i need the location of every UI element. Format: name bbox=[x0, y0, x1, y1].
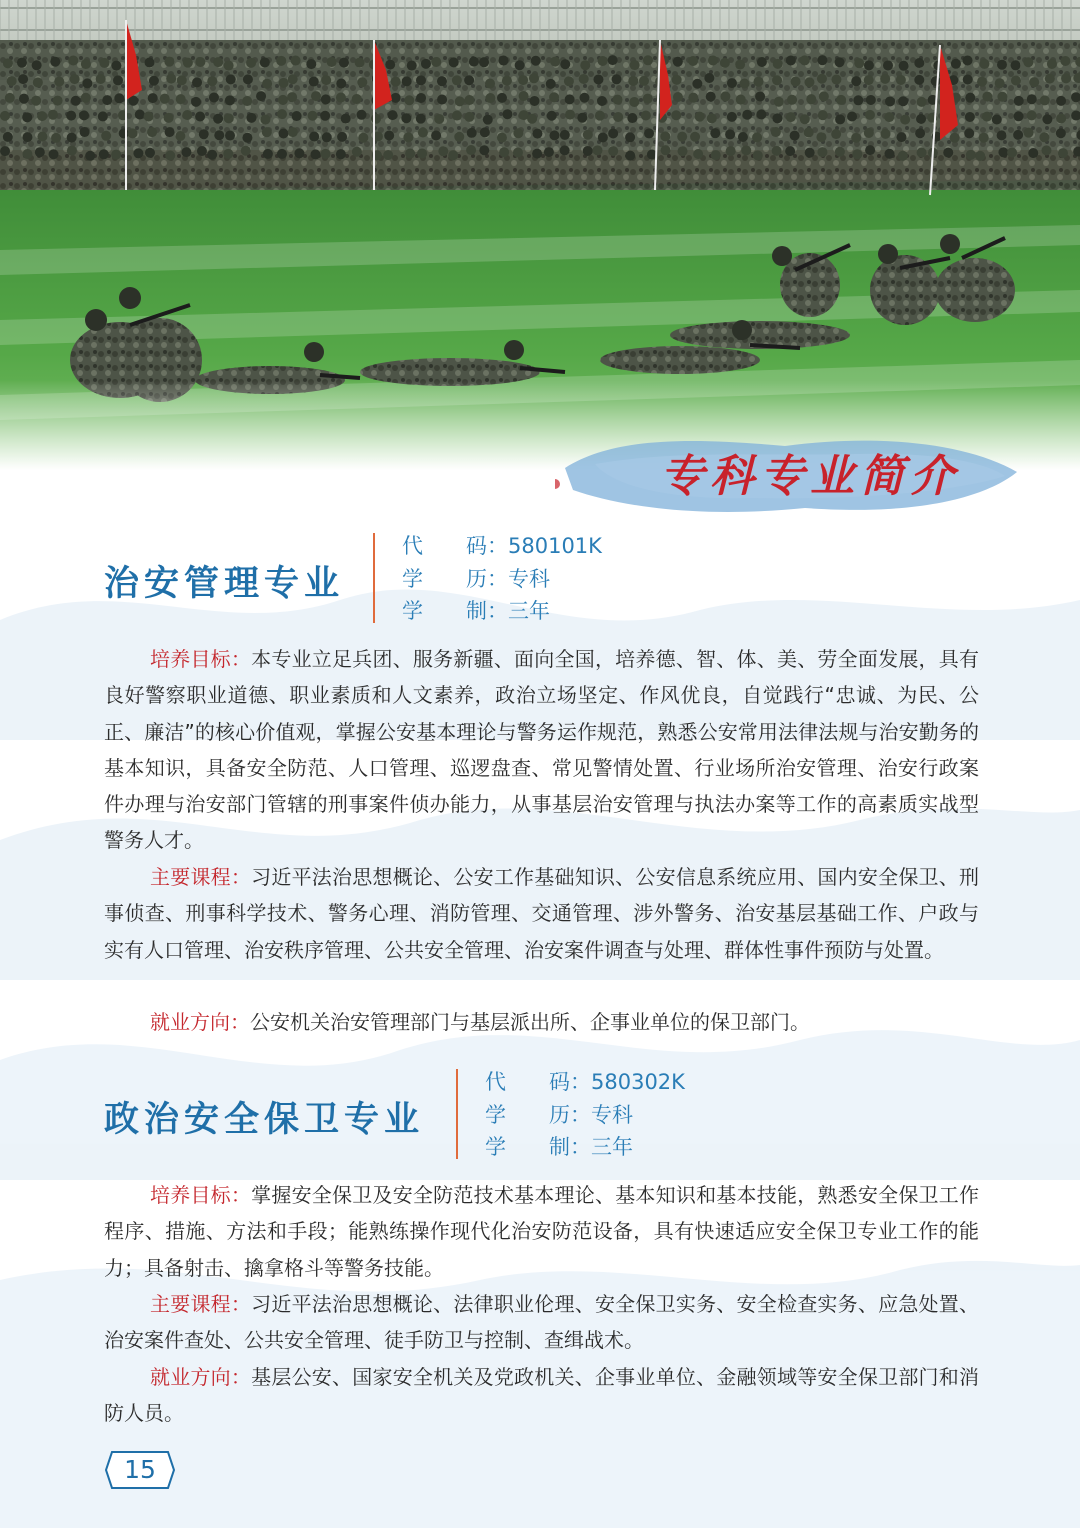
major-title: 治安管理专业 bbox=[104, 564, 345, 604]
meta-sys-key1: 学 bbox=[485, 1135, 506, 1159]
meta-duration bbox=[485, 1131, 685, 1164]
job-text: 公安机关治安管理部门与基层派出所、企事业单位的保卫部门。 bbox=[250, 1010, 810, 1034]
divider-line bbox=[456, 1069, 458, 1159]
goal-paragraph bbox=[104, 641, 979, 859]
meta-edu-value: 专科 bbox=[591, 1102, 633, 1127]
course-text: 习近平法治思想概论、公安工作基础知识、公安信息系统应用、国内安全保卫、刑事侦查、刑事科学技术、警务心理、消防管理、交通管理、涉外警务、治安基层基础工作、户政与实有人口管理、治安秩序管理、公共安全管理、治安案件调查与处理、群体性事件预防与处置。 bbox=[104, 865, 979, 962]
meta-code-key2: 码： bbox=[466, 534, 508, 558]
meta-code-value: 580101K bbox=[508, 534, 602, 558]
meta-sys-value: 三年 bbox=[591, 1135, 633, 1159]
goal-text: 本专业立足兵团、服务新疆、面向全国，培养德、智、体、美、劳全面发展，具有良好警察职业道德、职业素质和人文素养，政治立场坚定、作风优良，自觉践行“忠诚、为民、公正、廉洁”的核心价值观，掌握公安基本理论与警务运作规范，熟悉公安常用法律法规与治安勤务的基本知识，具备安全防范、人口管理、巡逻盘查、常见警情处置、行业场所治安管理、治安行政案件办理与治安部门管辖的刑事案件侦办能力，从事基层治安管理与执法办案等工作的高素质实战型警务人才。 bbox=[104, 647, 979, 853]
job-text: 基层公安、国家安全机关及党政机关、企事业单位、金融领域等安全保卫部门和消防人员。 bbox=[104, 1365, 979, 1426]
meta-sys-key1: 学 bbox=[402, 599, 423, 623]
meta-sys-value: 三年 bbox=[508, 599, 550, 623]
meta-edu-key1: 学 bbox=[402, 566, 423, 591]
course-paragraph bbox=[104, 859, 979, 968]
meta-edu-value: 专科 bbox=[508, 566, 550, 591]
meta-code bbox=[402, 530, 602, 563]
course-label: 主要课程： bbox=[150, 1292, 252, 1316]
page-number: 15 bbox=[124, 1455, 156, 1484]
job-label: 就业方向： bbox=[150, 1010, 250, 1034]
job-paragraph bbox=[104, 1359, 979, 1432]
meta-code-key1: 代 bbox=[402, 534, 423, 558]
divider-line bbox=[373, 533, 375, 623]
job-paragraph bbox=[104, 1004, 979, 1040]
meta-edu-key1: 学 bbox=[485, 1102, 506, 1127]
meta-edu-key2: 历： bbox=[549, 1102, 591, 1127]
meta-code-key1: 代 bbox=[485, 1070, 506, 1094]
meta-code bbox=[485, 1066, 685, 1099]
major-meta bbox=[485, 1066, 685, 1164]
major-title: 政治安全保卫专业 bbox=[104, 1100, 425, 1140]
course-paragraph bbox=[104, 1286, 979, 1359]
job-label: 就业方向： bbox=[150, 1365, 252, 1389]
meta-code-value: 580302K bbox=[591, 1070, 685, 1094]
meta-edu-key2: 历： bbox=[466, 566, 508, 591]
goal-text: 掌握安全保卫及安全防范技术基本理论、基本知识和基本技能，熟悉安全保卫工作程序、措施、方法和手段；能熟练操作现代化治安防范设备，具有快速适应安全保卫专业工作的能力；具备射击、擒拿格斗等警务技能。 bbox=[104, 1183, 979, 1280]
major-meta bbox=[402, 530, 602, 628]
meta-education bbox=[402, 563, 602, 596]
hero-photo bbox=[0, 0, 1080, 470]
course-text: 习近平法治思想概论、法律职业伦理、安全保卫实务、安全检查实务、应急处置、治安案件查处、公共安全管理、徒手防卫与控制、查缉战术。 bbox=[104, 1292, 979, 1353]
meta-education bbox=[485, 1099, 685, 1132]
goal-paragraph bbox=[104, 1177, 979, 1286]
meta-duration bbox=[402, 595, 602, 628]
course-label: 主要课程： bbox=[150, 865, 252, 889]
meta-sys-key2: 制： bbox=[466, 599, 508, 623]
meta-sys-key2: 制： bbox=[549, 1135, 591, 1159]
banner-title: 专科专业简介 bbox=[660, 451, 960, 502]
goal-label: 培养目标： bbox=[150, 1183, 252, 1207]
meta-code-key2: 码： bbox=[549, 1070, 591, 1094]
goal-label: 培养目标： bbox=[150, 647, 252, 671]
